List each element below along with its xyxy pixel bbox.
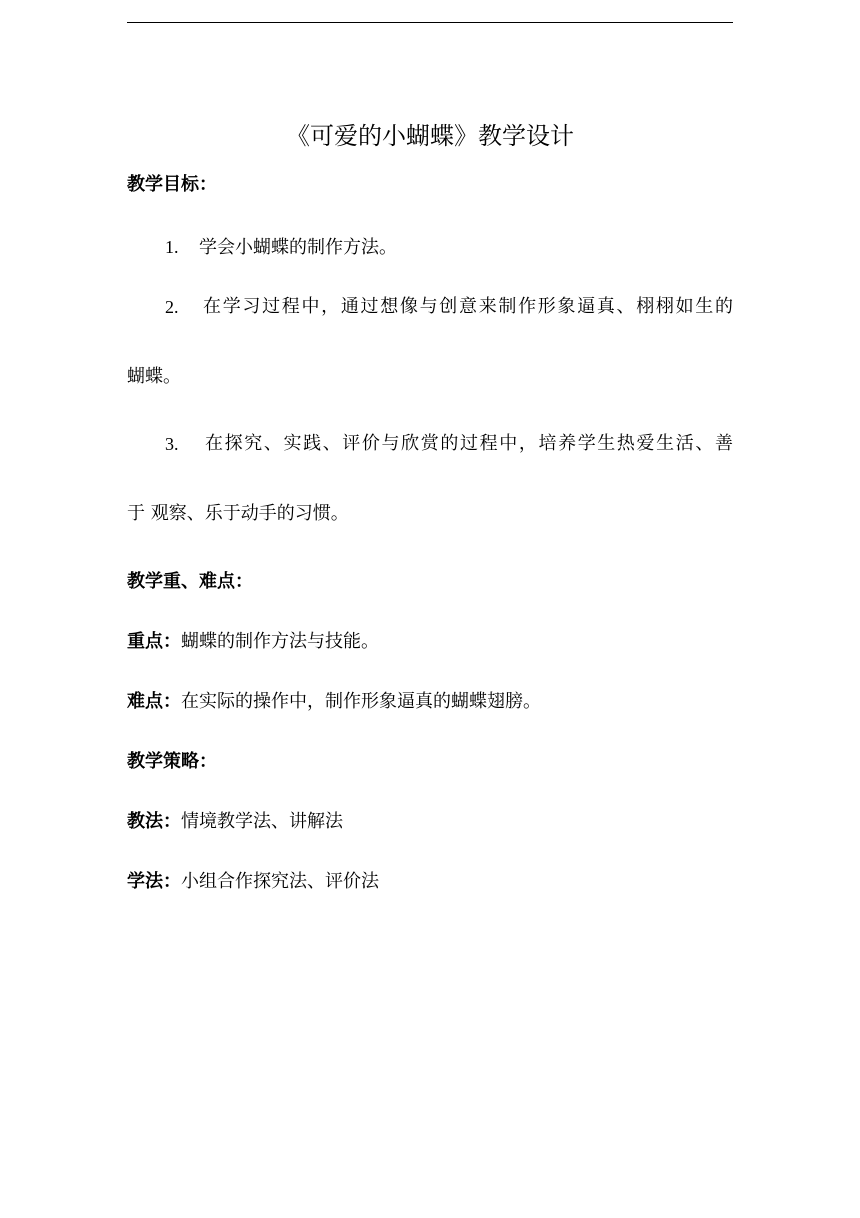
objective-text: 在学习过程中，通过想像与创意来制作形象逼真、栩栩如生的: [203, 296, 733, 317]
difficulty-label: 难点：: [127, 691, 181, 712]
objective-item-2-continuation: 蝴蝶。: [127, 366, 181, 387]
objective-number: 1.: [165, 237, 179, 257]
strategy-heading: 教学策略：: [127, 751, 217, 772]
learning-method: [127, 869, 379, 895]
objective-text: 在探究、实践、评价与欣赏的过程中，培养学生热爱生活、善: [205, 433, 733, 454]
key-point-text: 蝴蝶的制作方法与技能。: [181, 631, 379, 652]
objective-item-3-continuation: 于 观察、乐于动手的习惯。: [127, 503, 349, 524]
learning-method-label: 学法：: [127, 871, 181, 892]
document-title: 《可爱的小蝴蝶》教学设计: [286, 122, 574, 150]
objective-number: 2.: [165, 297, 179, 317]
key-point-label: 重点：: [127, 631, 181, 652]
difficulty-point: [127, 689, 541, 715]
teaching-method: [127, 809, 343, 835]
keypoints-heading: 教学重、难点：: [127, 571, 253, 592]
objectives-heading: 教学目标：: [127, 174, 217, 195]
teaching-method-text: 情境教学法、讲解法: [181, 811, 343, 832]
objective-item-2: [165, 294, 733, 320]
objective-number: 3.: [165, 434, 179, 454]
objective-item-3: [165, 431, 733, 457]
difficulty-text: 在实际的操作中，制作形象逼真的蝴蝶翅膀。: [181, 691, 541, 712]
objective-item-1: [165, 234, 397, 261]
teaching-method-label: 教法：: [127, 811, 181, 832]
learning-method-text: 小组合作探究法、评价法: [181, 871, 379, 892]
key-point: [127, 629, 379, 655]
header-rule: [127, 22, 733, 23]
objective-text: 学会小蝴蝶的制作方法。: [199, 237, 397, 258]
